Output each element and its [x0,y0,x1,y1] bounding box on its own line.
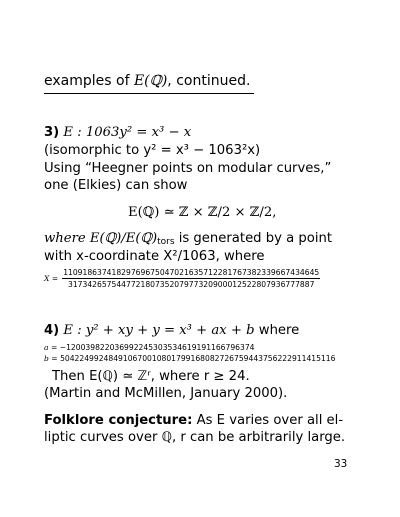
x-fraction [62,268,320,289]
section4-then-line: Then E(ℚ) ≃ ℤʳ, where r ≥ 24. [52,369,250,384]
tors-subscript: tors [157,237,175,248]
page-number: 33 [334,458,348,470]
section3-display-equation: E(ℚ) ≃ ℤ × ℤ/2 × ℤ/2, [128,205,277,220]
section3-iso-line: (isomorphic to y² = x³ − 1063²x) [44,143,261,158]
section3-elkies-line: one (Elkies) can show [44,178,188,193]
section4-curve: E : y² + xy + y = x³ + ax + b [63,323,255,338]
section3-where-line [44,230,332,247]
b-value: 504224992484910670010801799168082726759443756222911415116 [60,354,336,363]
section4-number: 4) [44,323,60,338]
conjecture-line-2: liptic curves over ℚ, r can be arbitrarily large. [44,430,346,445]
b-label: b = [44,354,61,363]
conjecture-text-a: As E varies over all el- [192,413,344,428]
conjecture-label: Folklore conjecture: [44,413,193,428]
x-label: X = [44,274,59,283]
x-numerator: 11091863741829769675047021635712281767382339667434645 [63,268,320,277]
section3-curve: E : 1063y² = x³ − x [63,125,192,140]
where-text-tail: is generated by a point [174,231,333,246]
a-coefficient [44,343,255,352]
title-prefix: examples of [44,73,134,89]
x-coordinate-equation [44,268,320,289]
b-coefficient [44,354,335,363]
section4-heading [44,322,299,339]
a-label: a = [44,343,60,352]
title-math: E(ℚ) [133,73,168,89]
section3-heading [44,124,191,141]
section3-with-line: with x-coordinate X²/1063, where [44,249,265,264]
section4-credit-line: (Martin and McMillen, January 2000). [44,386,288,401]
where-text: where E(ℚ)/E(ℚ) [44,231,158,246]
section3-using-line: Using “Heegner points on modular curves,” [44,161,332,176]
conjecture-line-1 [44,412,343,429]
title-suffix: , continued. [167,73,251,89]
a-value: −120039822036992245303534619191166796374 [59,343,255,352]
section3-number: 3) [44,125,60,140]
x-denominator: 317342657544772180735207977320900012522807936777887 [68,280,315,289]
section4-where: where [258,323,300,338]
page-title [44,73,250,89]
